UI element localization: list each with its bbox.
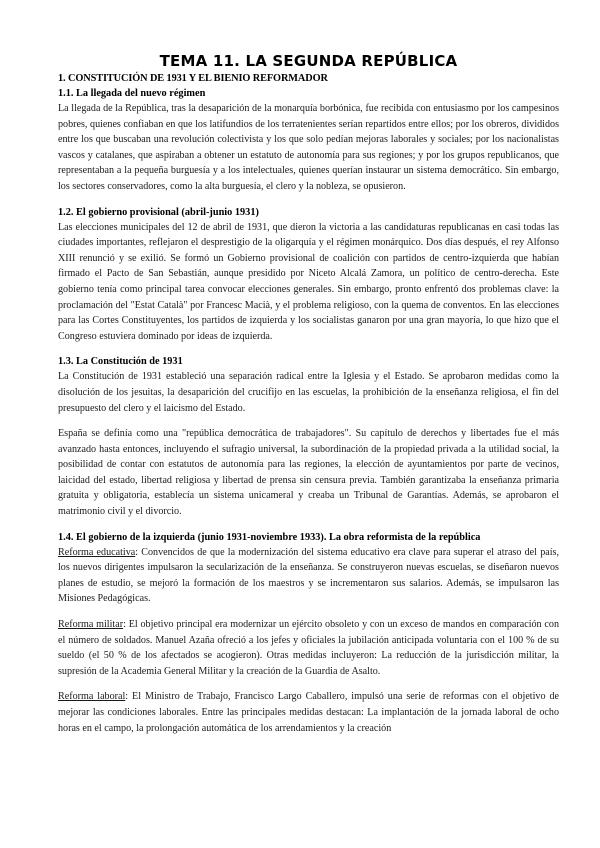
paragraph-reforma-militar: [58, 617, 559, 679]
paragraph-1-1: La llegada de la República, tras la desaparición de la monarquía borbónica, fue recibida con entusiasmo por los campesinos pobres, quienes confiaban en que los latifundios de los terratenientes serían repartidos entre ellos; por los obreros, divididos entre los que buscaban una revolución colectivista y los que solo pedían mejoras laborales y sociales; por los nacionalistas vascos y catalanes, que aspiraban a obtener un estatuto de autonomía para sus regiones; y por los grupos republicanos, que representaban a la pequeña burguesía y a los intelectuales, quienes querían instaurar un sistema democrático. Sin embargo, los sectores conservadores, como la alta burguesía, el clero y la nobleza, se opusieron.: [58, 103, 559, 192]
reforma-educativa-text: : Convencidos de que la modernización del sistema educativo era clave para superar el atraso del país, los nuevos dirigentes impulsaron la secularización de la enseñanza. Se construyeron nuevas escuelas, se diseñaron nuevos planes de estudio, se mejoró la formación de los maestros y se incrementaron sus salarios. Además, se impulsaron las Misiones Pedagógicas.: [58, 546, 559, 605]
paragraph-reforma-educativa: [58, 545, 559, 607]
subsection-heading-1-1: 1.1. La llegada del nuevo régimen: [58, 88, 206, 99]
paragraph-1-3-a: La Constitución de 1931 estableció una separación radical entre la Iglesia y el Estado. Se aprobaron medidas como la disolución de los jesuitas, la desaparición del crucifijo en las escuelas, la prohibición de la enseñanza religiosa, el fin del presupuesto del clero y el laicismo del Estado.: [58, 371, 559, 414]
reforma-militar-text: : El objetivo principal era modernizar un ejército obsoleto y con un exceso de mandos en comparación con el número de soldados. Manuel Azaña ofreció a los jefes y oficiales la jubilación anticipada voluntaria con el 100 % de su sueldo (el 50 % de los afectados se acogieron). Otras medidas incluyeron: La reducción de la jurisdicción militar, la supresión de la Academia General Militar y la creación de la Guardia de Asalto.: [58, 619, 559, 677]
paragraph-1-3-b: España se definía como una "república democrática de trabajadores". Su capítulo de derechos y libertades fue el más avanzado hasta entonces, incluyendo el sufragio universal, la subordinación de la propiedad privada a la utilidad social, la posibilidad de contar con estatutos de autonomía para las regiones, la elección de ayuntamientos por parte de vecinos, laicidad del estado, libertad religiosa y libertad de prensa sin censura previa. También garantizaba la enseñanza primaria gratuita y obligatoria, establecía un sistema unicameral y creaba un Tribunal de Garantías. Además, se aprobaron el matrimonio civil y el divorcio.: [58, 428, 559, 518]
paragraph-1-2: Las elecciones municipales del 12 de abril de 1931, que dieron la victoria a las candidaturas republicanas en casi todas las ciudades importantes, reflejaron el desprestigio de la oligarquía y el régimen monárquico. Dos días después, el rey Alfonso XIII renunció y se exilió. Se formó un Gobierno provisional de coalición con partidos de centro-izquierda que habían firmado el Pacto de San Sebastián, aunque presidido por Niceto Alcalá Zamora, un político de centro-derecha. Este gobierno tenía como principal tarea convocar elecciones generales. Sin embargo, pronto enfrentó dos problemas clave: la proclamación del "Estat Català" por Francesc Macià, y el problema religioso, con la quema de conventos. En las elecciones para las Cortes Constituyentes, los partidos de izquierda y los socialistas ganaron por una gran mayoría, lo que hizo que el Congreso estuviera dominado por ideas de izquierda.: [58, 221, 559, 342]
paragraph-reforma-laboral: [58, 689, 559, 736]
section-heading-1: 1. CONSTITUCIÓN DE 1931 Y EL BIENIO REFORMADOR: [58, 73, 328, 84]
reforma-laboral-text: : El Ministro de Trabajo, Francisco Largo Caballero, impulsó una serie de reformas con el objetivo de mejorar las condiciones laborales. Entre las principales medidas destacan: La implantación de la jornada laboral de ocho horas en el campo, la prolongación automática de los arrendamientos y la creación: [58, 691, 559, 734]
reforma-laboral-label: Reforma laboral: [58, 691, 126, 703]
subsection-heading-1-3: 1.3. La Constitución de 1931: [58, 356, 183, 368]
document-title: TEMA 11. LA SEGUNDA REPÚBLICA: [159, 52, 458, 70]
subsection-heading-1-4: 1.4. El gobierno de la izquierda (junio 1931-noviembre 1933). La obra reformista de la república: [58, 531, 481, 543]
reforma-educativa-label: Reforma educativa: [58, 546, 136, 558]
subsection-heading-1-2: 1.2. El gobierno provisional (abril-junio 1931): [58, 206, 259, 218]
reforma-militar-label: Reforma militar: [58, 619, 124, 631]
